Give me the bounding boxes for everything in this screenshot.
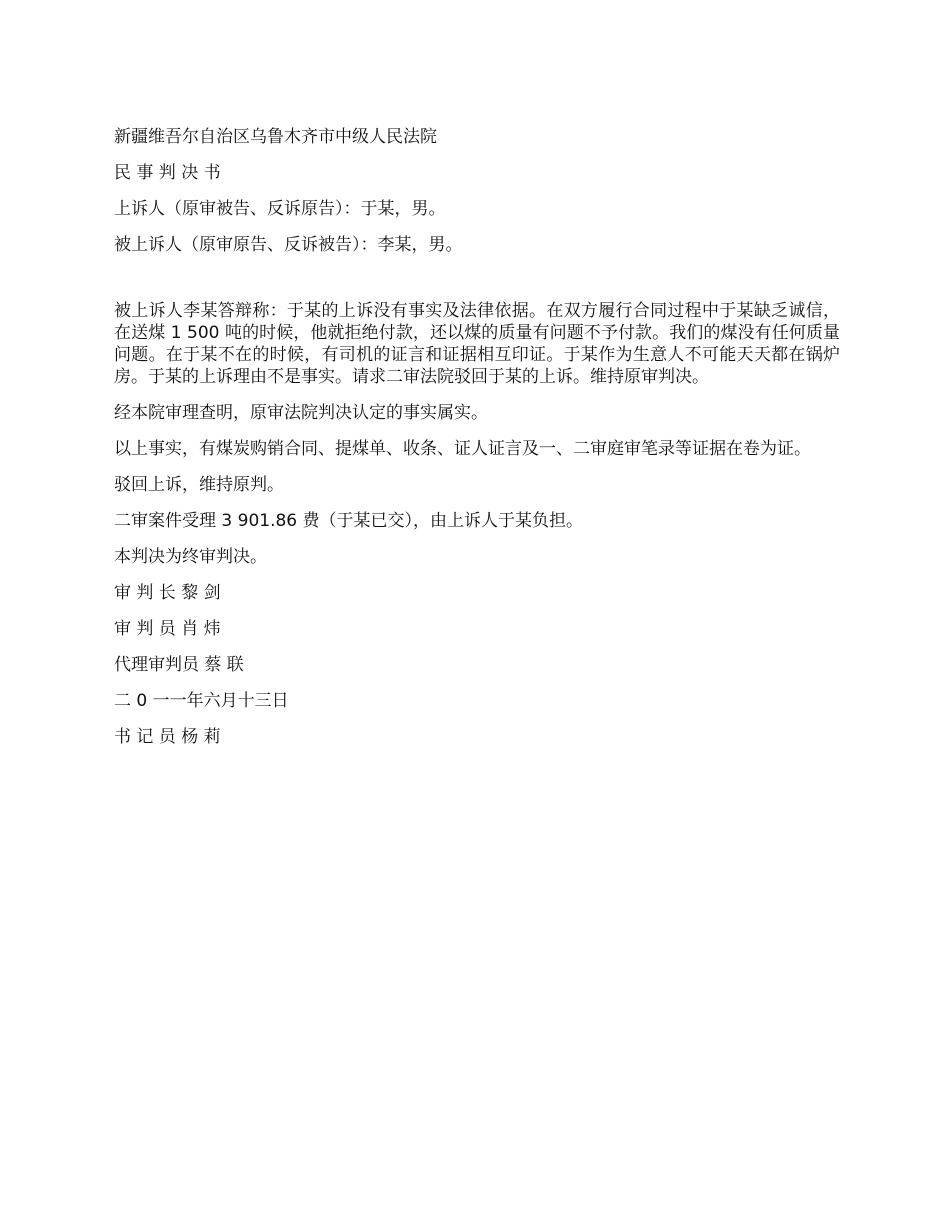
acting-judge-signature: 代理审判员 蔡 联 [114, 655, 244, 675]
judgment-document [114, 126, 840, 762]
final-judgment-line: 本判决为终审判决。 [114, 547, 267, 567]
document-title: 民 事 判 决 书 [114, 163, 221, 183]
fee-line: 二审案件受理 3 901.86 费（于某已交），由上诉人于某负担。 [114, 511, 584, 531]
appellee-line: 被上诉人（原审原告、反诉被告）：李某，男。 [114, 235, 463, 255]
appellant-line: 上诉人（原审被告、反诉原告）：于某，男。 [114, 199, 446, 219]
defense-paragraph: 被上诉人李某答辩称：于某的上诉没有事实及法律依据。在双方履行合同过程中于某缺乏诚信，在送煤 1 500 吨的时候，他就拒绝付款，还以煤的质量有问题不予付款。我们的煤没有任何质量问题。在于某不在的时候，有司机的证言和证据相互印证。于某作为生意人不可能天天都在锅炉房。于某的上诉理由不是事实。请求二审法院驳回于某的上诉。维持原审判决。 [114, 301, 840, 387]
judge-signature: 审 判 员 肖 炜 [114, 619, 221, 639]
finding-paragraph: 经本院审理查明，原审法院判决认定的事实属实。 [114, 403, 488, 423]
clerk-signature: 书 记 员 杨 莉 [114, 727, 221, 747]
court-name: 新疆维吾尔自治区乌鲁木齐市中级人民法院 [114, 127, 437, 147]
evidence-paragraph: 以上事实，有煤炭购销合同、提煤单、收条、证人证言及一、二审庭审笔录等证据在卷为证。 [114, 439, 811, 459]
blank-gap [114, 270, 840, 300]
judgment-date: 二 0 一一年六月十三日 [114, 691, 289, 711]
chief-judge-signature: 审 判 长 黎 剑 [114, 583, 221, 603]
ruling-line: 驳回上诉，维持原判。 [114, 475, 284, 495]
